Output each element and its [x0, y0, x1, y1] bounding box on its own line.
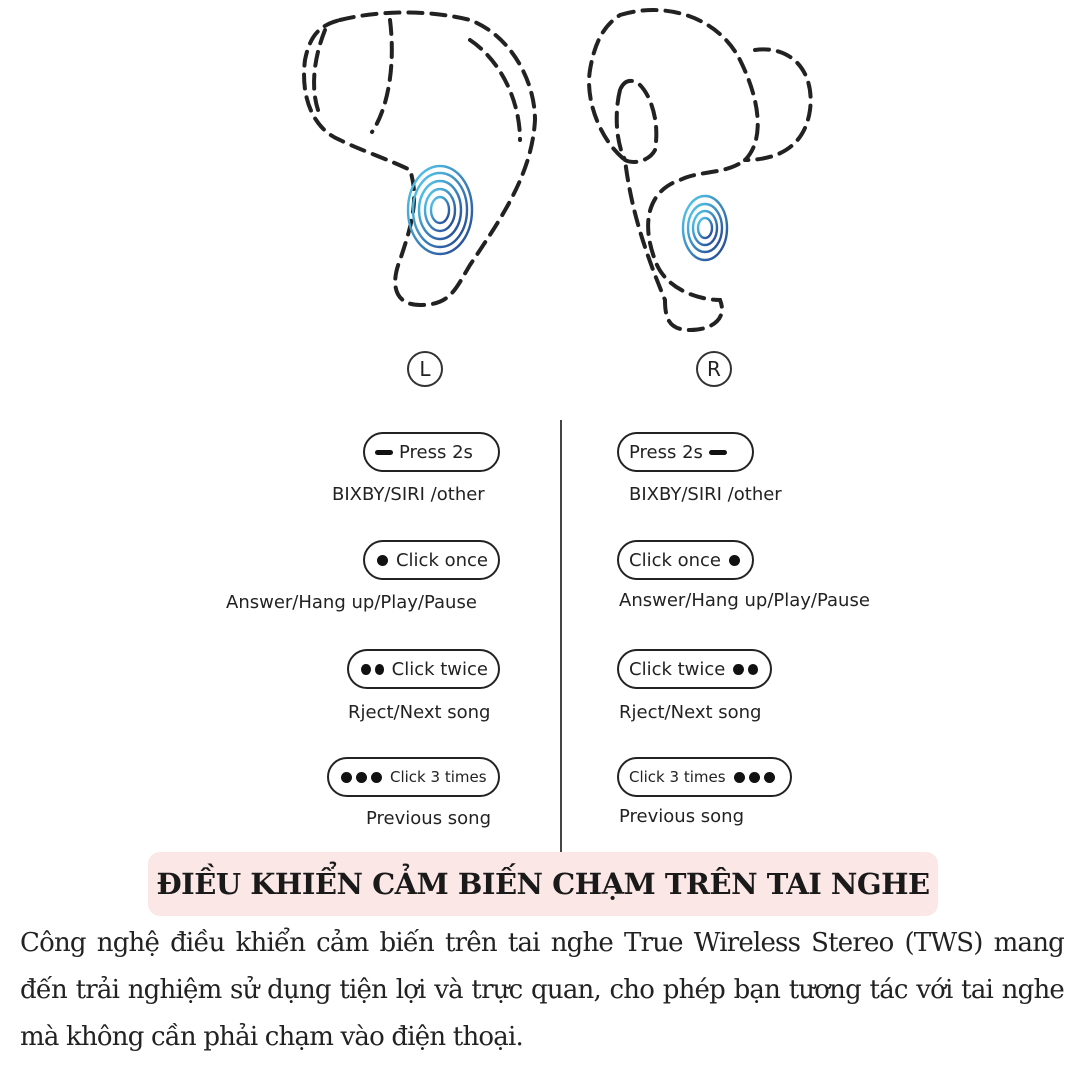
tap-dot-icon: [356, 772, 367, 783]
left-click-twice-action: Rject/Next song: [348, 702, 491, 723]
right-click-twice-action: Rject/Next song: [619, 702, 762, 723]
right-press-2s-pill: [617, 432, 754, 472]
right-click-twice-pill: [617, 649, 772, 689]
tap-dot-icon: [764, 772, 775, 783]
tap-dot-icon: [734, 772, 745, 783]
tap-dot-icon: [361, 664, 371, 675]
gesture-label: Press 2s: [399, 441, 473, 463]
tap-dot-icon: [749, 772, 760, 783]
gesture-label: Press 2s: [629, 441, 703, 463]
gesture-label: Click twice: [391, 658, 488, 680]
gesture-label: Click once: [629, 549, 722, 571]
left-click-once-action: Answer/Hang up/Play/Pause: [226, 592, 477, 613]
left-press-2s-pill: [363, 432, 500, 472]
right-earbud-label: R: [696, 351, 732, 387]
tap-dot-icon: [729, 555, 740, 566]
tap-dot-icon: [377, 555, 388, 566]
right-click-once-action: Answer/Hang up/Play/Pause: [619, 590, 870, 611]
left-fingerprint: [408, 166, 472, 254]
left-click-3-times-action: Previous song: [366, 808, 492, 829]
long-press-icon: [375, 450, 393, 455]
tap-dot-icon: [341, 772, 352, 783]
gesture-label: Click 3 times: [390, 768, 487, 786]
title-banner: [148, 852, 938, 916]
page-title: ĐIỀU KHIỂN CẢM BIẾN CHẠM TRÊN TAI NGHE: [156, 867, 930, 901]
earbuds-illustration: [0, 0, 1080, 400]
left-click-twice-pill: [347, 649, 500, 689]
right-fingerprint: [683, 196, 727, 260]
right-earbud-outline: [589, 10, 811, 330]
left-click-once-pill: [363, 540, 500, 580]
description-paragraph: Công nghệ điều khiển cảm biến trên tai nghe True Wireless Stereo (TWS) mang đến trải nghiệm sử dụng tiện lợi và trực quan, cho phép bạn tương tác với tai nghe mà không cần phải chạm vào điện thoại.: [20, 928, 1064, 1052]
left-earbud-outline: [304, 13, 535, 306]
right-click-once-pill: [617, 540, 754, 580]
tap-dot-icon: [371, 772, 382, 783]
left-earbud-label: L: [407, 351, 443, 387]
center-divider: [560, 420, 562, 852]
gesture-label: Click 3 times: [629, 768, 726, 786]
left-click-3-times-pill: [327, 757, 500, 797]
gesture-label: Click once: [395, 549, 488, 571]
right-click-3-times-pill: [617, 757, 792, 797]
tap-dot-icon: [375, 664, 385, 675]
gesture-label: Click twice: [629, 658, 726, 680]
right-click-3-times-action: Previous song: [619, 806, 745, 827]
left-press-2s-action: BIXBY/SIRI /other: [332, 484, 485, 505]
tap-dot-icon: [748, 664, 758, 675]
right-press-2s-action: BIXBY/SIRI /other: [629, 484, 782, 505]
tap-dot-icon: [733, 664, 743, 675]
long-press-icon: [709, 450, 727, 455]
